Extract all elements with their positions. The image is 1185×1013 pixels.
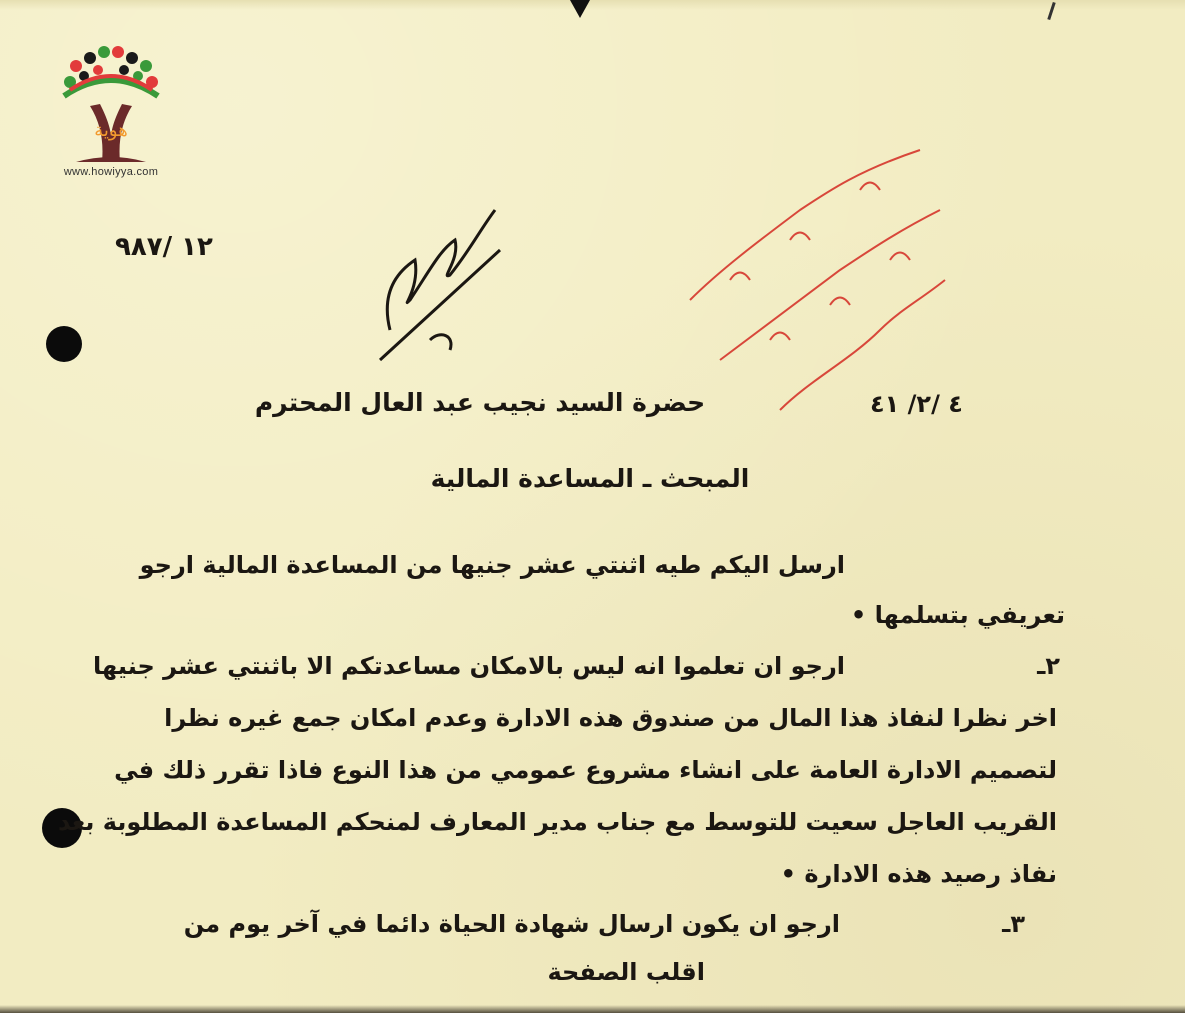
body-line-8: ارجو ان يكون ارسال شهادة الحياة دائما في آخر يوم من [183, 910, 840, 938]
signature-scribble [360, 180, 530, 380]
logo-url: www.howiyya.com [63, 166, 159, 178]
body-line-5: لتصميم الادارة العامة على انشاء مشروع عمومي من هذا النوع فاذا تقرر ذلك في [114, 756, 1057, 784]
paragraph-number: ٣ـ [1002, 910, 1025, 938]
svg-text:هوية: هوية [94, 120, 128, 141]
recipient-line: حضرة السيد نجيب عبد العال المحترم [254, 388, 706, 417]
body-line-4: اخر نظرا لنفاذ هذا المال من صندوق هذه الادارة وعدم امكان جمع غيره نظرا [164, 704, 1057, 732]
body-line-3: ارجو ان تعلموا انه ليس بالامكان مساعدتكم الا باثنتي عشر جنيها [93, 652, 845, 680]
page-top-edge [0, 0, 1185, 10]
body-line-7: نفاذ رصيد هذه الادارة • [780, 860, 1057, 888]
body-line-1: ارسل اليكم طيه اثنتي عشر جنيها من المساعدة المالية ارجو [139, 551, 845, 579]
body-line-6: القريب العاجل سعيت للتوسط مع جناب مدير المعارف لمنحكم المساعدة المطلوبة بعد [57, 808, 1057, 836]
page-turn-note: اقلب الصفحة [547, 958, 705, 986]
reference-number: ١٢ /٩٨٧ [115, 232, 213, 262]
paragraph-number: ٢ـ [1037, 652, 1060, 680]
page-bottom-edge [0, 1005, 1185, 1013]
tree-logo-icon [56, 44, 166, 164]
letter-date: ٤ /٢/ ٤١ [870, 390, 963, 418]
subject-line: المبحث ـ المساعدة المالية [430, 464, 750, 493]
howiyya-logo [46, 44, 176, 186]
punch-hole [46, 326, 82, 362]
body-line-2: تعريفي بتسلمها • [850, 601, 1065, 629]
fold-mark [570, 0, 590, 18]
handwritten-red-note [660, 130, 960, 430]
